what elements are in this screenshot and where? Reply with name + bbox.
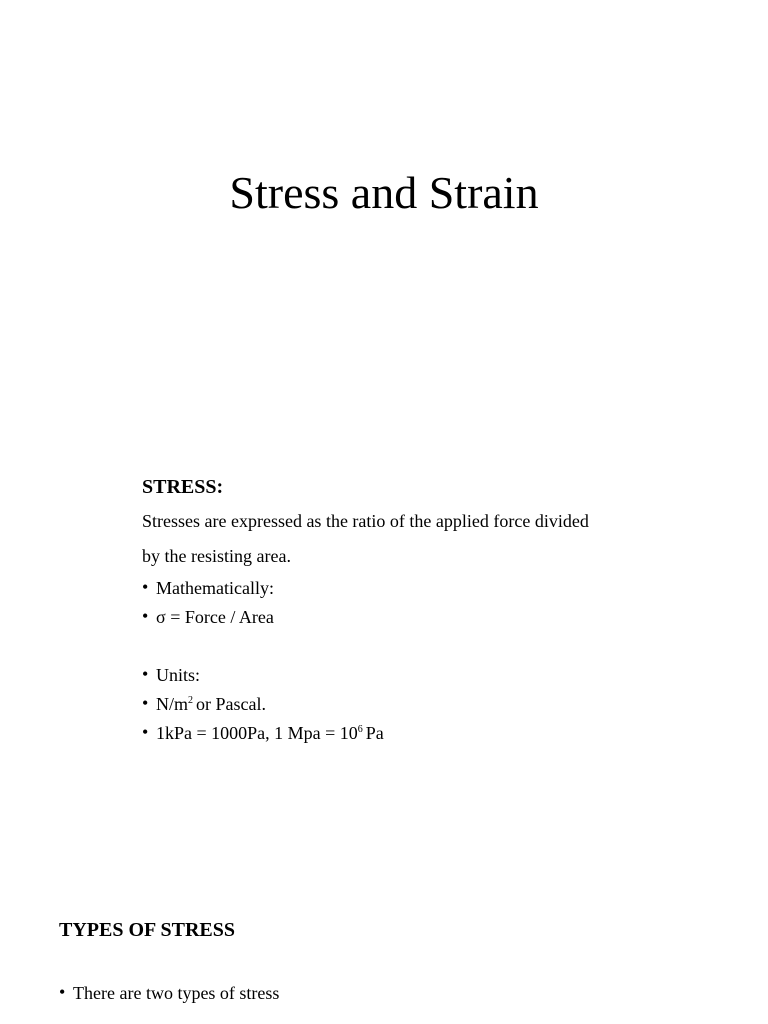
bullet-icon: • xyxy=(142,606,149,626)
list-spacer xyxy=(142,632,662,661)
conversion-base: 1kPa = 1000Pa, 1 Mpa = 10 xyxy=(156,723,358,743)
bullet-icon: • xyxy=(59,982,66,1002)
unit-exponent: 2 xyxy=(188,695,194,706)
stress-bullet-list xyxy=(142,574,662,748)
types-heading: TYPES OF STRESS xyxy=(59,919,235,941)
list-item xyxy=(142,690,662,719)
bullet-icon: • xyxy=(142,693,149,713)
bullet-icon: • xyxy=(142,577,149,597)
types-section xyxy=(59,917,659,1008)
stress-definition-line1: Stresses are expressed as the ratio of the applied force divided xyxy=(142,511,589,531)
unit-base: N/m xyxy=(156,694,189,714)
list-item xyxy=(142,603,662,632)
types-bullet-list xyxy=(59,979,659,1008)
unit-rest: or Pascal. xyxy=(196,694,266,714)
stress-section xyxy=(142,474,662,748)
list-item xyxy=(142,574,662,603)
bullet-types-count: There are two types of stress xyxy=(73,983,280,1003)
bullet-icon: • xyxy=(142,722,149,742)
stress-definition xyxy=(142,504,662,574)
list-item xyxy=(59,979,659,1008)
list-item xyxy=(142,661,662,690)
stress-heading: STRESS: xyxy=(142,476,224,498)
stress-definition-line2: by the resisting area. xyxy=(142,546,291,566)
bullet-units: Units: xyxy=(156,665,201,685)
page-title: Stress and Strain xyxy=(229,167,539,218)
bullet-icon: • xyxy=(142,664,149,684)
conversion-rest: Pa xyxy=(365,723,384,743)
bullet-formula: σ = Force / Area xyxy=(156,607,274,627)
list-item xyxy=(142,719,662,748)
conversion-exponent: 6 xyxy=(357,724,363,735)
bullet-mathematically: Mathematically: xyxy=(156,578,274,598)
